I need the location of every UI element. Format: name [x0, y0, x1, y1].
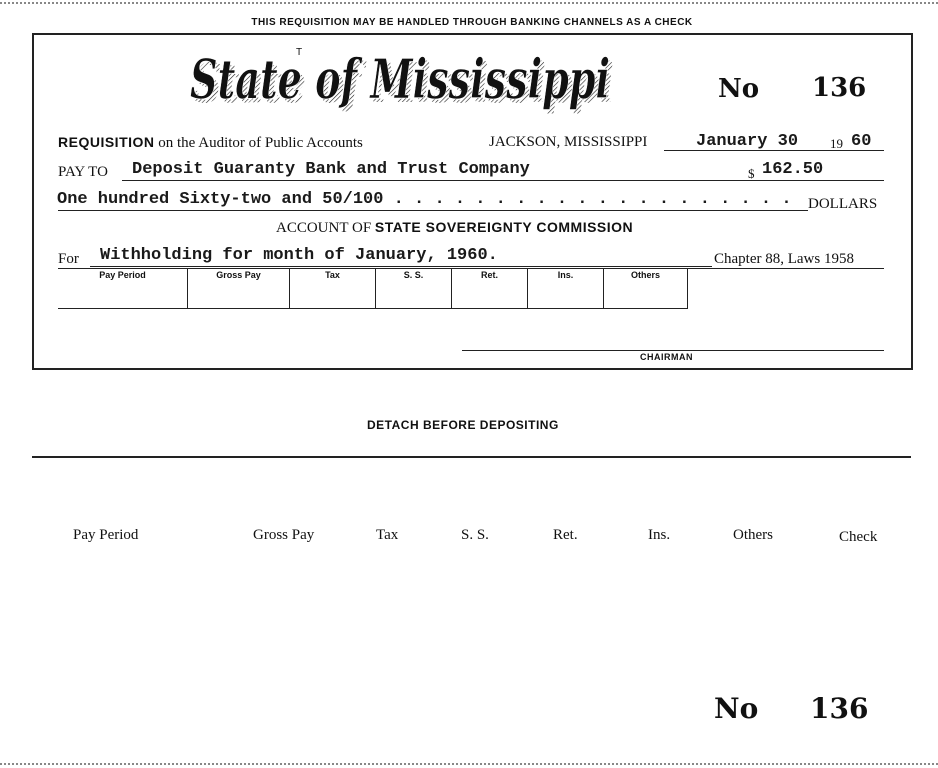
detach-label: DETACH BEFORE DEPOSITING: [367, 418, 559, 432]
amount-words-rule: [58, 210, 808, 211]
for-text: Withholding for month of January, 1960.: [100, 246, 498, 265]
stub-header-pay-period: Pay Period: [73, 527, 139, 543]
table-bottom-rule: [58, 308, 688, 309]
stub-header-others: Others: [733, 527, 773, 543]
dollar-sign: $: [748, 166, 755, 181]
svg-text:State of Mississippi: State of Mississippi: [190, 47, 610, 111]
chapter: Chapter 88, Laws 1958: [714, 251, 854, 267]
table-header-others: Others: [604, 268, 688, 308]
svg-text:State of Mississippi: State of Mississippi: [194, 51, 614, 115]
table-header-ret: Ret.: [452, 268, 528, 308]
deduction-table: [58, 268, 688, 308]
stub-header-check: Check: [839, 529, 878, 545]
stub-header-ins: Ins.: [648, 527, 671, 543]
year-suffix: 60: [851, 132, 872, 151]
requisition-number: 136: [812, 73, 867, 103]
stub-number: 136: [810, 692, 869, 725]
year-prefix: 19: [830, 136, 843, 151]
requisition-line: [58, 134, 363, 152]
chairman-label: CHAIRMAN: [640, 352, 693, 362]
requisition-label: REQUISITION: [58, 134, 155, 150]
account-name: STATE SOVEREIGNTY COMMISSION: [374, 219, 634, 235]
stub-header-ss: S. S.: [461, 527, 489, 543]
stub-header-ret: Ret.: [553, 527, 578, 543]
chairman-rule: [462, 350, 884, 351]
title-logo: [188, 40, 618, 118]
title-small-letter: T: [296, 47, 303, 58]
bottom-perforation: [0, 763, 938, 765]
payee: Deposit Guaranty Bank and Trust Company: [132, 160, 530, 179]
table-header-gross-pay: Gross Pay: [188, 268, 290, 308]
number-label: No: [718, 74, 760, 104]
stub-header-tax: Tax: [376, 527, 399, 543]
header-notice: THIS REQUISITION MAY BE HANDLED THROUGH BANKING CHANNELS AS A CHECK: [251, 17, 693, 28]
amount: 162.50: [762, 160, 824, 179]
date-typed: January 30: [696, 132, 799, 151]
detach-rule: [32, 456, 911, 458]
location: JACKSON, MISSISSIPPI: [489, 134, 648, 150]
stub-number-label: No: [714, 692, 759, 725]
table-header-pay-period: Pay Period: [58, 268, 188, 308]
account-of-label: ACCOUNT OF: [276, 220, 372, 236]
table-header-ins: Ins.: [528, 268, 604, 308]
top-perforation: [0, 2, 938, 4]
table-header-ss: S. S.: [376, 268, 452, 308]
pay-to-label: PAY TO: [58, 164, 108, 180]
amount-words: One hundred Sixty-two and 50/100 . . . . . . . . . . . . . . . . . . . .: [57, 190, 792, 209]
requisition-text: on the Auditor of Public Accounts: [158, 135, 363, 151]
payee-rule: [122, 180, 884, 181]
account-line: [276, 219, 633, 237]
for-rule: [90, 266, 712, 267]
title-logo-graphic: [188, 40, 618, 118]
table-header-tax: Tax: [290, 268, 376, 308]
for-label: For: [58, 251, 79, 267]
stub-header-gross-pay: Gross Pay: [253, 527, 315, 543]
dollars-label: DOLLARS: [808, 196, 878, 212]
